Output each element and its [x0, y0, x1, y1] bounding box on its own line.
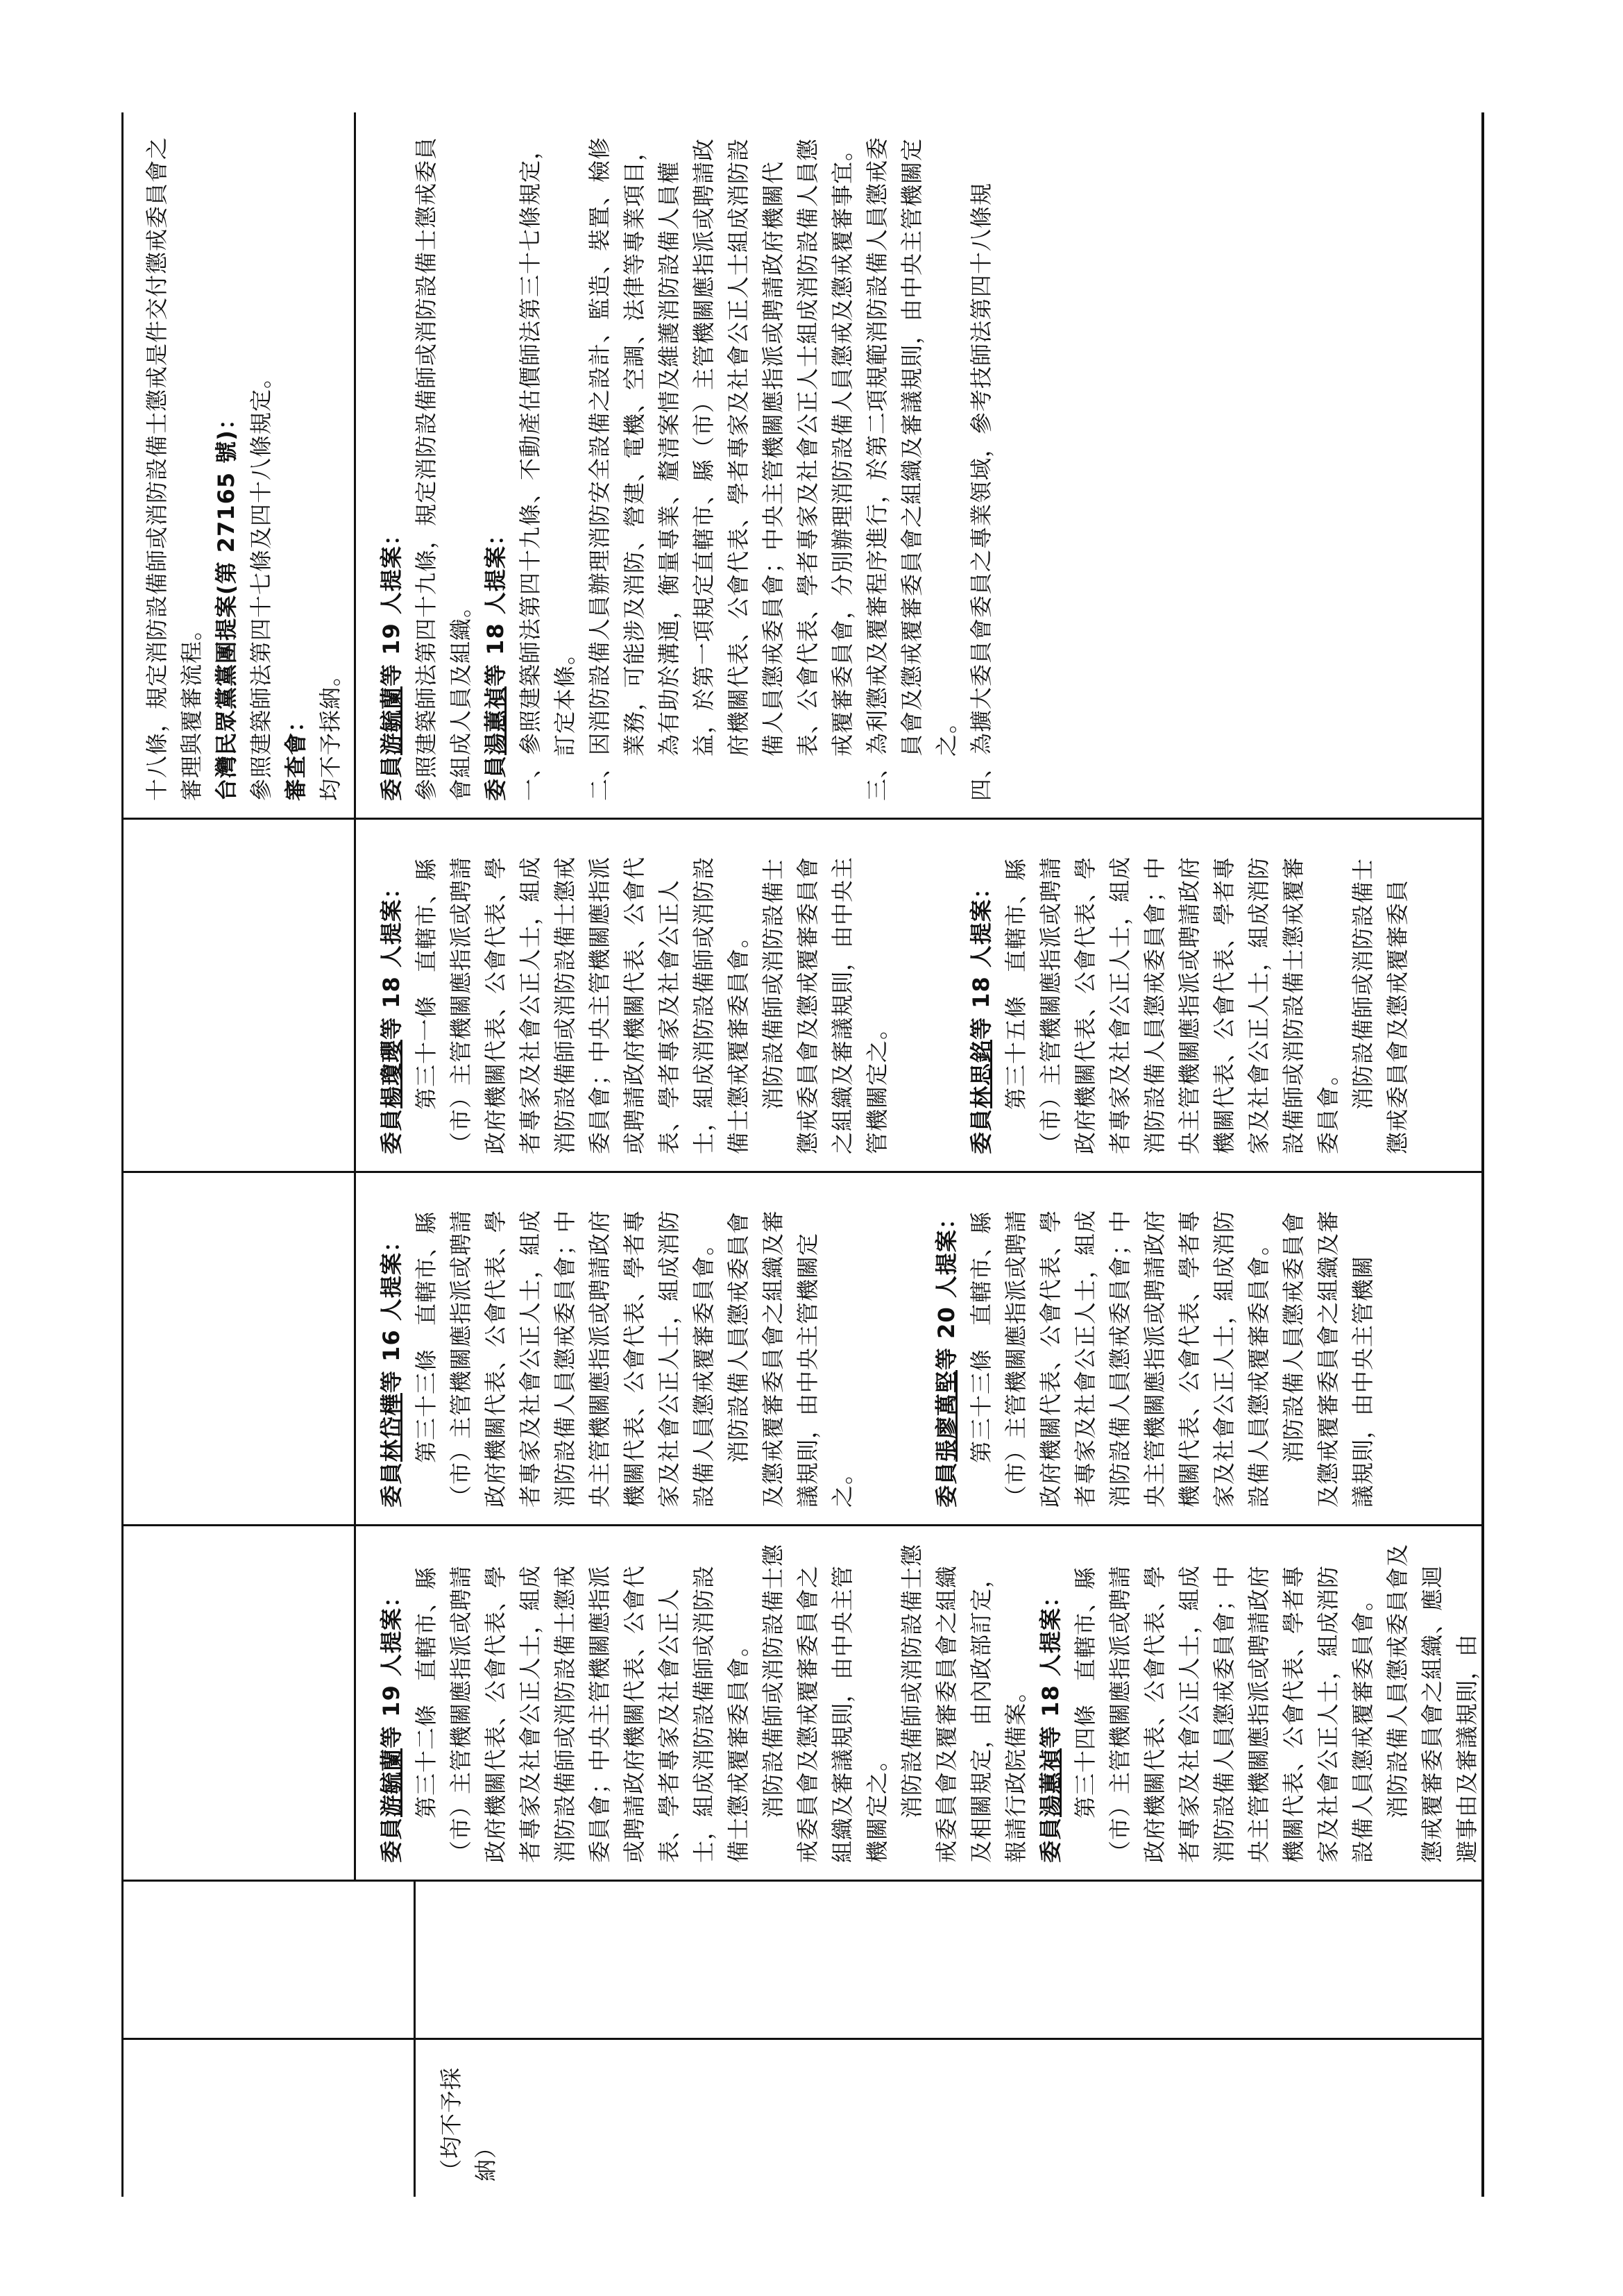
column-1-upper-cell — [121, 2041, 416, 2197]
column-1-text: （均不予採納） — [438, 2066, 499, 2181]
article-paragraph: 消防設備人員懲戒委員會及懲戒覆審委員會之組織及審議規則，由中央主管機關 — [1280, 1209, 1376, 1508]
table-column-2 — [121, 1880, 1484, 2038]
table-column-1 — [121, 2038, 1484, 2197]
column-2-lower-cell — [416, 1882, 1484, 2038]
article-paragraph: 消防設備師或消防設備士懲戒委員會及懲戒覆審委員會之組織及審議規則，由中央主管機關定之。 — [760, 1543, 890, 1863]
proposal-heading: 委員楊瓊瓔等 18 人提案： — [378, 876, 405, 1154]
column-6-upper-cell — [121, 112, 354, 820]
column-6-review-label: 審查會： — [282, 709, 309, 801]
proposal-heading: 委員林岱樺等 16 人提案： — [378, 1229, 405, 1508]
article-text: 第三十五條 直轄市、縣（市）主管機關應指派或聘請政府機關代表、公會代表、學者專家及社會公正人士，組成消防設備人員懲戒委員會；中央主管機關應指派或聘請政府機關代表、公會代表、學者專家及社會公正人士，組成消防設備師或消防設備士懲戒覆審委員會。 — [1003, 856, 1341, 1154]
column-6-reference: 參照建築師法第四十七條及四十八條規定。 — [248, 365, 274, 801]
table-column-group — [121, 112, 1484, 1880]
column-5-upper-cell — [121, 820, 354, 1173]
column-6-party-heading: 台灣民眾黨黨團提案(第 27165 號)： — [213, 407, 239, 801]
proposal-heading: 委員游毓蘭等 19 人提案： — [378, 1585, 405, 1863]
column-2-upper-cell — [121, 1882, 416, 2038]
proposal-heading: 委員湯蕙禎等 18 人提案： — [1037, 1585, 1064, 1863]
explanation-item: 二、因消防設備人員辦理消防安全設備之設計、監造、裝置、檢修業務，可能涉及消防、營建、電機、空調、法律等專業項目，為有助於溝通，衡量專業、釐清案情及維護消防設備人員權益，於第一項規定直轄市、縣（市）主管機關應指派或聘請政府機關代表、公會代表、學者專家及社會公正人士組成消防設備人員懲戒委員會；中央主管機關應指派或聘請政府機關代表、公會代表、學者專家及社會公正人士組成消防設備人員懲戒覆審委員會，分別辦理消防設備人員懲戒及懲戒覆審事宜。 — [586, 136, 856, 801]
article-paragraph: 消防設備師或消防設備士懲戒委員會及懲戒覆審委員會之組織及審議規則，由中央主管機關定之。 — [760, 856, 890, 1154]
lower-row — [356, 112, 1484, 1880]
comparison-table — [121, 112, 1484, 2197]
proposal-heading: 委員林思銘等 18 人提案： — [968, 876, 994, 1154]
column-4-upper-cell — [121, 1173, 354, 1526]
article-paragraph: 消防設備師或消防設備士懲戒委員會及覆審委員會之組織及相關規定，由內政部訂定，報請行政院備案。 — [899, 1543, 1029, 1863]
column-4-lower-cell — [356, 1173, 1484, 1526]
explanation-item: 三、為利懲戒及覆審程序進行，於第二項規範消防設備人員懲戒委員會及懲戒覆審委員會之組織及審議規則，由中央主管機關定之。 — [864, 136, 960, 801]
article-paragraph: 消防設備師或消防設備士懲戒委員會及懲戒覆審委員 — [1350, 857, 1411, 1154]
explanation-item: 一、參照建築師法第四十九條、不動產估價師法第三十七條規定，訂定本條。 — [517, 136, 578, 801]
column-6-review-result: 均不予採納。 — [317, 663, 343, 801]
proposal-heading: 委員湯蕙禎等 18 人提案： — [482, 523, 509, 801]
explanation-item: 四、為擴大委員會委員之專業領域，參考技師法第四十八條規 — [968, 182, 994, 801]
column-6-lower-cell — [356, 112, 1484, 820]
column-6-intro: 十八條，規定消防設備師或消防設備士懲戒是件交付懲戒委員會之審理與覆審流程。 — [144, 136, 205, 801]
proposal-heading: 委員張廖萬堅等 20 人提案： — [933, 1206, 960, 1508]
article-text: 第三十一條 直轄市、縣（市）主管機關應指派或聘請政府機關代表、公會代表、學者專家及社會公正人士，組成消防設備師或消防設備士懲戒委員會；中央主管機關應指派或聘請政府機關代表、公會代表、學者專家及社會公正人士，組成消防設備師或消防設備士懲戒覆審委員會。 — [413, 856, 751, 1154]
explanation-text: 參照建築師法第四十九條，規定消防設備師或消防設備士懲戒委員會組成人員及組織。 — [413, 136, 474, 801]
column-1-lower-cell — [416, 2041, 1484, 2197]
upper-row — [121, 112, 356, 1880]
article-text: 第三十三條 直轄市、縣（市）主管機關應指派或聘請政府機關代表、公會代表、學者專家及社會公正人士，組成消防設備人員懲戒委員會；中央主管機關應指派或聘請政府機關代表、公會代表、學者專家及社會公正人士，組成消防設備人員懲戒覆審委員會。 — [968, 1209, 1272, 1508]
article-text: 第三十二條 直轄市、縣（市）主管機關應指派或聘請政府機關代表、公會代表、學者專家及社會公正人士，組成消防設備師或消防設備士懲戒委員會；中央主管機關應指派或聘請政府機關代表、公會代表、學者專家及社會公正人士，組成消防設備師或消防設備士懲戒覆審委員會。 — [413, 1564, 751, 1863]
proposal-heading: 委員游毓蘭等 19 人提案： — [378, 523, 405, 801]
article-text: 第三十四條 直轄市、縣（市）主管機關應指派或聘請政府機關代表、公會代表、學者專家及社會公正人士，組成消防設備人員懲戒委員會；中央主管機關應指派或聘請政府機關代表、公會代表、學者專家及社會公正人士，組成消防設備人員懲戒覆審委員會。 — [1072, 1564, 1376, 1863]
article-text: 第三十三條 直轄市、縣（市）主管機關應指派或聘請政府機關代表、公會代表、學者專家及社會公正人士，組成消防設備人員懲戒委員會；中央主管機關應指派或聘請政府機關代表、公會代表、學者專家及社會公正人士，組成消防設備人員懲戒覆審委員會。 — [413, 1209, 717, 1508]
column-3-upper-cell — [121, 1526, 354, 1880]
column-3-lower-cell — [356, 1526, 1484, 1880]
article-paragraph: 消防設備人員懲戒委員會及懲戒覆審委員會之組織及審議規則，由中央主管機關定之。 — [725, 1209, 856, 1508]
article-paragraph: 消防設備人員懲戒委員會及懲戒覆審委員會之組織、應迴避事由及審議規則，由 — [1384, 1543, 1480, 1863]
column-5-lower-cell — [356, 820, 1484, 1173]
